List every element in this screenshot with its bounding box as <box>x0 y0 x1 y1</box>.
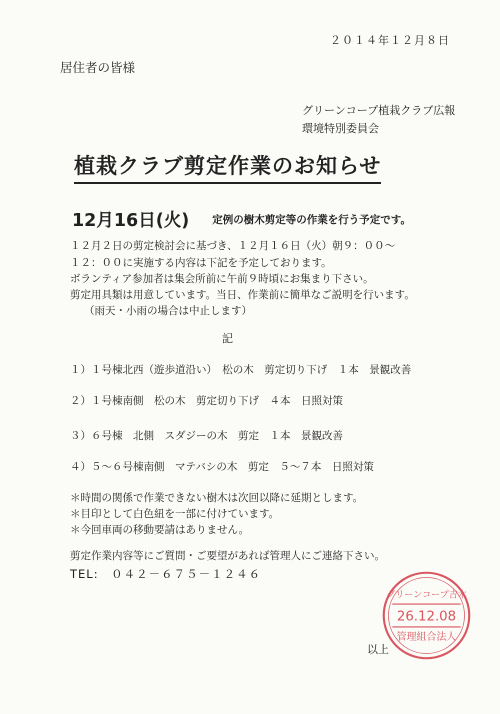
work-item: １）１号棟北西（遊歩道沿い） 松の木 剪定切り下げ １本 景観改善 <box>70 364 412 376</box>
stamp-bottom-text: 管理組合法人 <box>396 632 457 644</box>
body-line: 剪定用具類は用意しています。当日、作業前に簡単なご説明を行います。 <box>70 289 415 301</box>
document-title: 植栽クラブ剪定作業のお知らせ <box>74 150 381 184</box>
body-line: １２月２日の剪定検討会に基づき、１２月１６日（火）朝９：００～ <box>70 240 396 252</box>
work-item: ２）１号棟南側 松の木 剪定切り下げ ４本 日照対策 <box>70 395 343 407</box>
ki-heading: 記 <box>222 332 233 345</box>
body-line: ボランティア参加者は集会所前に午前９時頃にお集まり下さい。 <box>70 273 374 285</box>
work-item: ４）５～６号棟南側 マテバシの木 剪定 ５～７本 日照対策 <box>70 461 374 473</box>
issuer-line-2: 環境特別委員会 <box>302 122 379 135</box>
issuer-line-1: グリーンコープ植栽クラブ広報 <box>302 104 456 117</box>
recipient: 居住者の皆様 <box>60 60 136 75</box>
telephone: TEL: ０４２－６７５－１２４６ <box>70 567 262 581</box>
body-line: （雨天・小雨の場合は中止します） <box>84 305 252 317</box>
note: ＊今回車両の移動要請はありません。 <box>70 524 250 536</box>
work-date-description: 定例の樹木剪定等の作業を行う予定です。 <box>212 214 411 226</box>
official-seal-stamp <box>379 568 474 663</box>
body-line: １２：００に実施する内容は下記を予定しております。 <box>70 257 332 269</box>
work-date-line <box>72 207 411 232</box>
document-date: ２０１４年１２月８日 <box>330 34 450 47</box>
contact-line: 剪定作業内容等にご質問・ご要望があれば管理人にご連絡下さい。 <box>70 550 385 562</box>
stamp-top-text: グリーンコープ吉木 <box>386 590 467 601</box>
work-date: 12月16日(火) <box>72 211 190 231</box>
note: ＊目印として白色紐を一部に付けています。 <box>70 508 280 520</box>
note: ＊時間の関係で作業できない樹木は次回以降に延期とします。 <box>70 492 364 504</box>
stamp-date-text: 26.12.08 <box>396 609 457 625</box>
closing-mark: 以上 <box>367 643 389 656</box>
work-item: ３）６号棟 北側 スダジーの木 剪定 １本 景観改善 <box>70 430 343 442</box>
